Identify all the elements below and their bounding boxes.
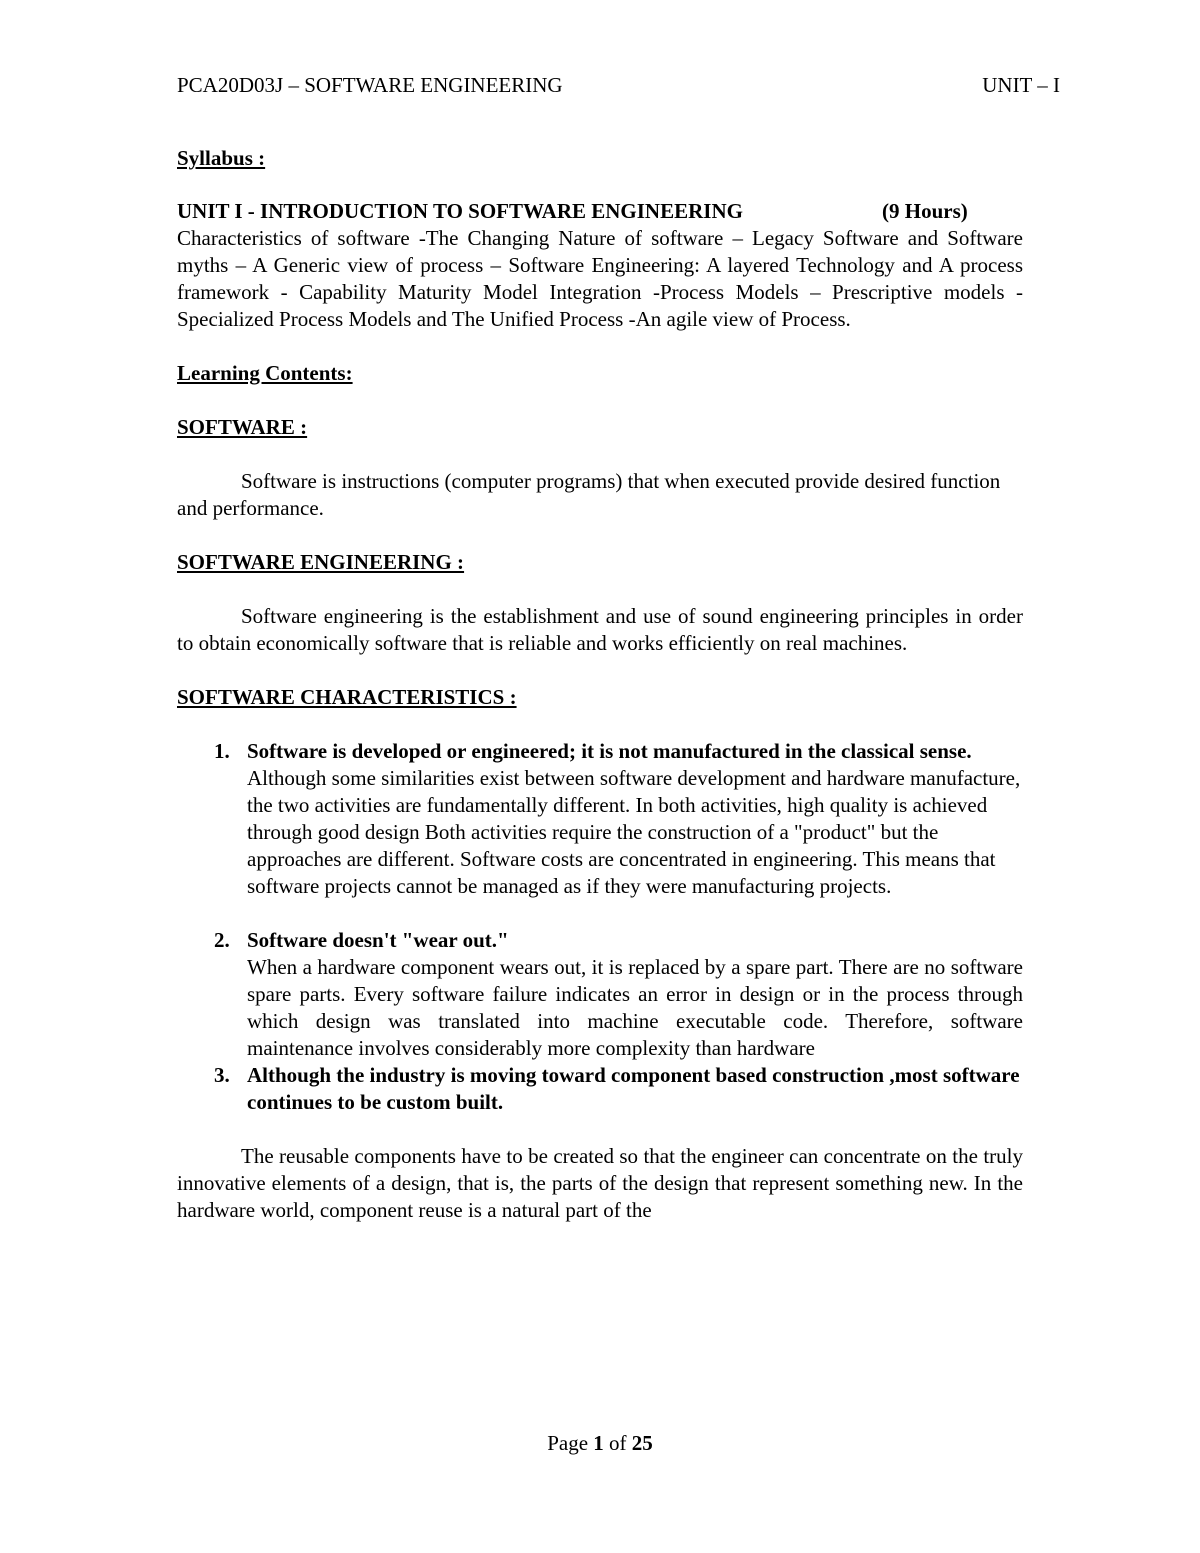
software-heading: SOFTWARE : — [177, 415, 308, 439]
list-item — [177, 1062, 1023, 1116]
unit-label: UNIT – I — [982, 73, 1060, 97]
list-item — [177, 927, 1023, 1062]
list-item — [177, 738, 1023, 900]
characteristics-heading: SOFTWARE CHARACTERISTICS : — [177, 685, 517, 709]
item-body: Although some similarities exist between software development and hardware manufacture, the two activities are fundamentally different. In both activities, high quality is achieved through good design Both activities require the construction of a "product" but the approaches are different. Software costs are concentrated in engineering. This means that software projects cannot be managed as if they were manufacturing projects. — [247, 766, 1021, 898]
syllabus-topics: Characteristics of software -The Changing Nature of software – Legacy Software and Software myths – A Generic view of process – Software Engineering: A layered Technology and A process framework - Capability Maturity Model Integration -Process Models – Prescriptive models -Specialized Process Models and The Unified Process -An agile view of Process. — [177, 226, 1023, 331]
characteristics-list — [177, 738, 1023, 1116]
closing-paragraph: The reusable components have to be created so that the engineer can concentrate on the truly innovative elements of a design, that is, the parts of the design that represent something new. In the hardware world, component reuse is a natural part of the — [177, 1144, 1023, 1222]
course-title: PCA20D03J – SOFTWARE ENGINEERING — [177, 73, 563, 97]
page-footer — [0, 1430, 1200, 1457]
software-engineering-definition: Software engineering is the establishment and use of sound engineering principles in order to obtain economically software that is reliable and works efficiently on real machines. — [177, 604, 1023, 655]
item-body: When a hardware component wears out, it is replaced by a spare part. There are no software spare parts. Every software failure indicates an error in design or in the process through which design was translated into machine executable code. Therefore, software maintenance involves considerably more complexity than hardware — [247, 955, 1023, 1060]
item-title: Software doesn't "wear out." — [247, 928, 509, 952]
page-total: 25 — [631, 1431, 653, 1455]
of-word: of — [609, 1431, 627, 1455]
software-engineering-heading: SOFTWARE ENGINEERING : — [177, 550, 465, 574]
syllabus-heading: Syllabus : — [177, 146, 266, 170]
unit-hours: (9 Hours) — [882, 199, 968, 223]
page-number: 1 — [593, 1431, 604, 1455]
item-title: Although the industry is moving toward component based construction ,most software continues to be custom built. — [247, 1063, 1020, 1114]
item-title: Software is developed or engineered; it is not manufactured in the classical sense. — [247, 739, 972, 763]
page-header — [177, 72, 1060, 99]
software-definition: Software is instructions (computer programs) that when executed provide desired function and performance. — [177, 469, 1001, 520]
learning-contents-heading: Learning Contents: — [177, 361, 353, 385]
item-number: 1. — [214, 739, 230, 763]
item-number: 2. — [214, 928, 230, 952]
unit-title: UNIT I - INTRODUCTION TO SOFTWARE ENGINEERING — [177, 199, 743, 223]
page-content — [177, 145, 1023, 1224]
page-word: Page — [547, 1431, 589, 1455]
item-number: 3. — [214, 1063, 230, 1087]
unit-title-line — [177, 198, 1023, 225]
